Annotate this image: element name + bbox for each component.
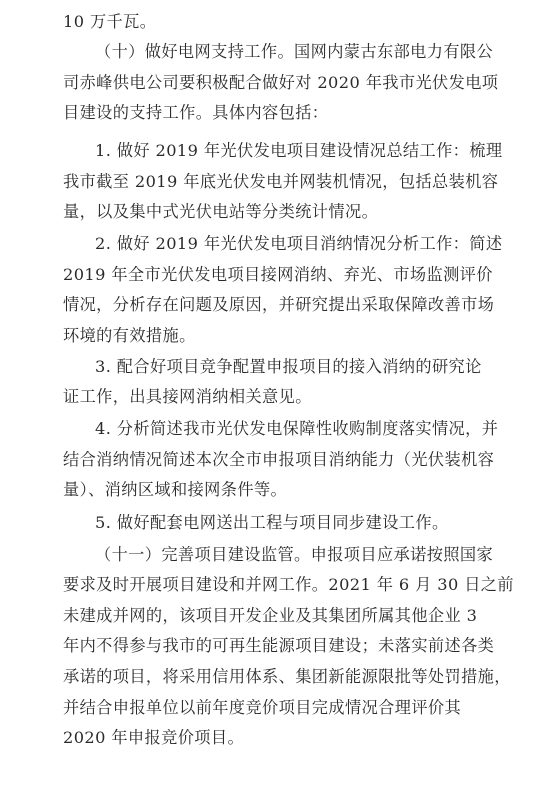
text-line: 2019 年全市光伏发电项目接网消纳、弃光、市场监测评价 — [63, 265, 493, 284]
text-line: 年内不得参与我市的可再生能源项目建设；未落实前述各类 — [63, 636, 495, 655]
text-line: 4. 分析简述我市光伏发电保障性收购制度落实情况，并 — [95, 419, 499, 438]
text-line: 情况，分析存在问题及原因，并研究提出采取保障改善市场 — [63, 295, 495, 314]
text-line: 2020 年申报竞价项目。 — [63, 728, 245, 747]
text-line: 量）、消纳区域和接网条件等。 — [63, 480, 288, 499]
text-line: 我市截至 2019 年底光伏发电并网装机情况，包括总装机容 — [63, 172, 499, 191]
text-line: 10 万千瓦。 — [63, 12, 157, 31]
text-line: 并结合申报单位以前年度竞价项目完成情况合理评价其 — [63, 698, 462, 717]
text-line: 量，以及集中式光伏电站等分类统计情况。 — [63, 202, 379, 221]
text-line: 环境的有效措施。 — [63, 326, 196, 345]
text-line: 未建成并网的，该项目开发企业及其集团所属其他企业 3 — [63, 606, 478, 625]
text-line: 5. 做好配套电网送出工程与项目同步建设工作。 — [95, 513, 449, 532]
text-line: （十）做好电网支持工作。国网内蒙古东部电力有限公 — [95, 42, 494, 61]
text-line: 结合消纳情况简述本次全市申报项目消纳能力（光伏装机容 — [63, 450, 495, 469]
text-line: 目建设的支持工作。具体内容包括： — [63, 103, 329, 122]
text-line: 1. 做好 2019 年光伏发电项目建设情况总结工作：梳理 — [95, 141, 503, 160]
text-line: 承诺的项目，将采用信用体系、集团新能源限批等处罚措施， — [63, 667, 511, 686]
text-line: 证工作，出具接网消纳相关意见。 — [63, 387, 312, 406]
text-line: （十一）完善项目建设监管。申报项目应承诺按照国家 — [95, 545, 494, 564]
text-line: 3. 配合好项目竞争配置申报项目的接入消纳的研究论 — [95, 357, 482, 376]
text-line: 2. 做好 2019 年光伏发电项目消纳情况分析工作：简述 — [95, 234, 503, 253]
text-line: 司赤峰供电公司要积极配合做好对 2020 年我市光伏发电项 — [63, 73, 499, 92]
text-line: 要求及时开展项目建设和并网工作。2021 年 6 月 30 日之前 — [63, 575, 514, 594]
